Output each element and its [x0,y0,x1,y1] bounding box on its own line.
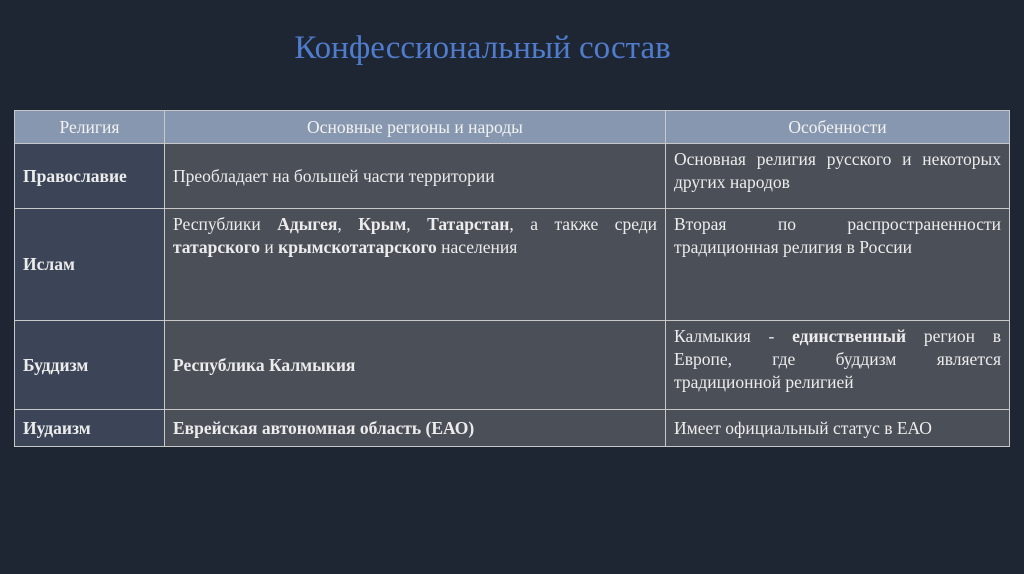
features-cell: Вторая по распространенности традиционная религия в России [666,209,1010,321]
text-part: , [337,214,359,234]
text-part: , а также среди [509,214,658,234]
text-part: регион в Европе, где буддизм является традиционной религией [674,326,1001,392]
regions-cell: Республика Калмыкия [165,321,666,410]
features-cell [666,321,1010,410]
text-part-bold: единственный [792,326,907,346]
religion-cell: Иудаизм [15,410,165,447]
table-row [15,144,1010,209]
text-part-bold: Адыгея [277,214,338,234]
regions-cell: Еврейская автономная область (ЕАО) [165,410,666,447]
slide-title: Конфессиональный состав [294,30,671,66]
table-row [15,321,1010,410]
text-part-bold: Крым [358,214,407,234]
features-cell: Основная религия русского и некоторых других народов [666,144,1010,209]
table-row [15,209,1010,321]
table-row [15,410,1010,447]
text-part: , [406,214,428,234]
religion-cell: Ислам [15,209,165,321]
text-part-bold: Татарстан [427,214,510,234]
text-part-bold: татарского [173,236,261,257]
header-religion: Религия [15,111,165,144]
text-part: населения [436,236,518,257]
text-part-bold: крымскотатарского [278,236,437,257]
regions-cell: Преобладает на большей части территории [165,144,666,209]
table-header-row [15,111,1010,144]
text-part: Калмыкия - [674,326,793,346]
header-features: Особенности [666,111,1010,144]
confession-table [14,110,1010,447]
features-cell: Имеет официальный статус в ЕАО [666,410,1010,447]
text-part: Республики [173,214,278,234]
religion-cell: Православие [15,144,165,209]
religion-cell: Буддизм [15,321,165,410]
regions-cell [165,209,666,321]
header-regions: Основные регионы и народы [165,111,666,144]
text-part: и [260,236,279,257]
